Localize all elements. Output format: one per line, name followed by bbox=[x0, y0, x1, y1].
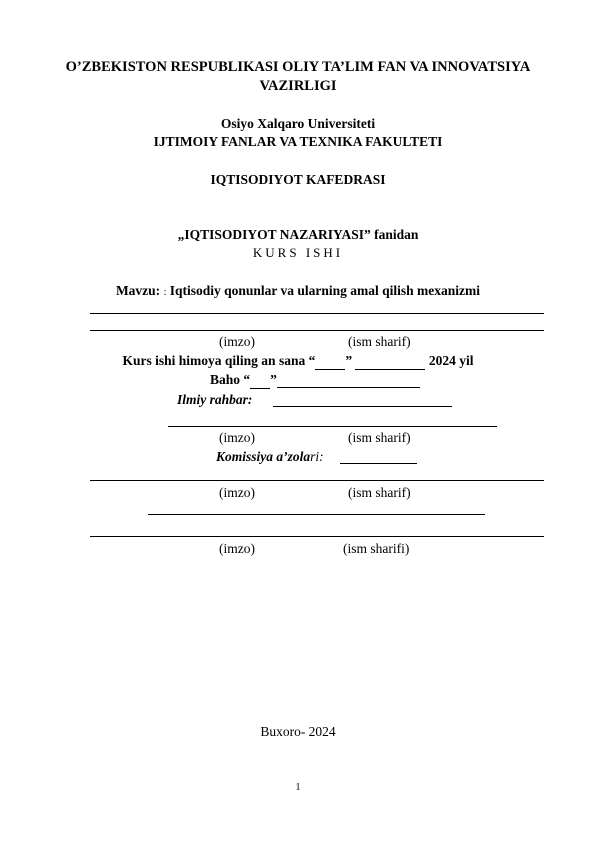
grade-line bbox=[210, 372, 277, 389]
divider-line bbox=[90, 536, 544, 537]
divider-line bbox=[90, 313, 544, 314]
department-name: IQTISODIYOT KAFEDRASI bbox=[210, 172, 386, 187]
topic-line bbox=[0, 283, 596, 299]
topic-text: Iqtisodiy qonunlar va ularning amal qilish mexanizmi bbox=[166, 283, 481, 298]
imzo-label: (imzo) bbox=[219, 541, 255, 556]
grade-label: Baho “ bbox=[210, 372, 251, 387]
defense-date-line bbox=[0, 353, 596, 370]
supervisor-signature-line bbox=[273, 406, 452, 407]
grade-close: ” bbox=[270, 372, 277, 387]
commission-label bbox=[216, 449, 324, 465]
imzo-label: (imzo) bbox=[219, 334, 255, 349]
topic-label: Mavzu: bbox=[115, 283, 164, 298]
work-type: KURS ISHI bbox=[252, 245, 344, 260]
commission-label-bold: Komissiya a’zola bbox=[216, 449, 311, 464]
grade-signature-line bbox=[277, 387, 420, 388]
day-blank bbox=[315, 353, 345, 370]
topic-colon: : bbox=[163, 287, 167, 298]
ministry-line-1: O’ZBEKISTON RESPUBLIKASI OLIY TA’LIM FAN VA INNOVATSIYA bbox=[65, 59, 531, 75]
university-name: Osiyo Xalqaro Universiteti bbox=[220, 116, 376, 131]
defense-year: 2024 yil bbox=[425, 353, 474, 368]
defense-text: Kurs ishi himoya qiling an sana “ bbox=[122, 353, 316, 368]
divider-line bbox=[90, 330, 544, 331]
quote-close: ” bbox=[345, 353, 356, 368]
divider-line bbox=[168, 426, 497, 427]
divider-line bbox=[90, 480, 544, 481]
imzo-label: (imzo) bbox=[219, 485, 255, 500]
month-blank bbox=[355, 353, 425, 370]
ism-sharif-label: (ism sharif) bbox=[348, 485, 411, 500]
divider-line bbox=[148, 514, 485, 515]
supervisor-label: Ilmiy rahbar: bbox=[177, 392, 253, 407]
grade-blank bbox=[250, 372, 270, 389]
ism-sharifi-label: (ism sharifi) bbox=[343, 541, 410, 556]
ism-sharif-label: (ism sharif) bbox=[348, 430, 411, 445]
ism-sharif-label: (ism sharif) bbox=[348, 334, 411, 349]
commission-label-regular: ri: bbox=[310, 449, 324, 464]
page-number: 1 bbox=[295, 782, 301, 793]
commission-signature-line bbox=[340, 463, 417, 464]
ministry-line-2: VAZIRLIGI bbox=[259, 78, 337, 94]
imzo-label: (imzo) bbox=[219, 430, 255, 445]
faculty-name: IJTIMOIY FANLAR VA TEXNIKA FAKULTETI bbox=[153, 134, 443, 149]
subject-title: „IQTISODIYOT NAZARIYASI” fanidan bbox=[177, 227, 419, 242]
place-and-year: Buxoro- 2024 bbox=[260, 724, 336, 739]
